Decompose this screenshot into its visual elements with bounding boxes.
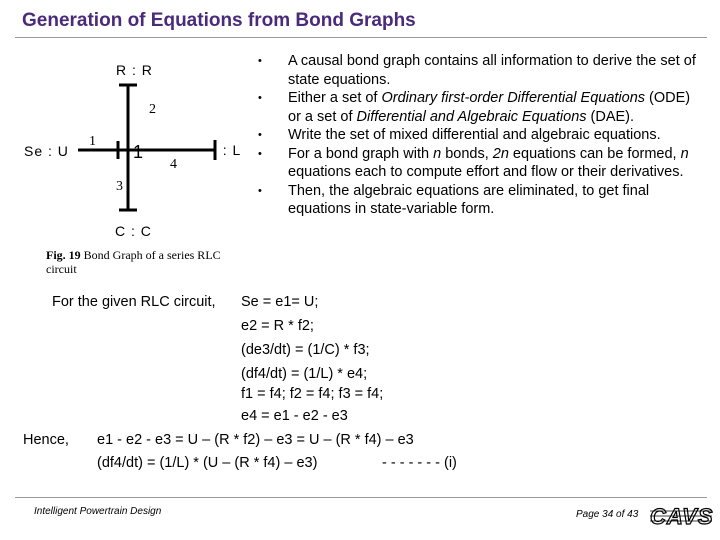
bullet-dot: • bbox=[258, 147, 262, 160]
inductor-element: I : L bbox=[213, 142, 242, 158]
slide-title: Generation of Equations from Bond Graphs bbox=[22, 10, 416, 31]
bond-2-label: 2 bbox=[149, 102, 156, 117]
bond-4-label: 4 bbox=[170, 157, 177, 172]
equations-lead: For the given RLC circuit, bbox=[52, 294, 216, 310]
footer-course-title: Intelligent Powertrain Design bbox=[34, 506, 162, 517]
bullet-text: A causal bond graph contains all information to derive the set of state equations. bbox=[288, 53, 696, 88]
bullet-dot: • bbox=[258, 92, 262, 104]
equation-tag: - - - - - - - (i) bbox=[382, 455, 457, 471]
cavs-logo bbox=[648, 502, 714, 530]
figure-number: Fig. 19 bbox=[46, 248, 81, 262]
hence-equation-2: (df4/dt) = (1/L) * (U – (R * f4) – e3) bbox=[97, 455, 318, 471]
bullet-item bbox=[256, 145, 706, 182]
hence-label: Hence, bbox=[23, 432, 69, 448]
bond-1-label: 1 bbox=[89, 134, 96, 149]
figure-caption-text: Bond Graph of a series RLC circuit bbox=[46, 248, 221, 276]
bullet-item bbox=[256, 126, 706, 145]
equation-line: (de3/dt) = (1/C) * f3; bbox=[241, 342, 370, 358]
bullet-dot: • bbox=[258, 129, 262, 141]
equation-line: e2 = R * f2; bbox=[241, 318, 314, 334]
svg-text:CAVS: CAVS bbox=[650, 504, 714, 529]
resistor-element: R : R bbox=[116, 62, 153, 78]
equation-line: e4 = e1 - e2 - e3 bbox=[241, 408, 348, 424]
bullet-list bbox=[256, 52, 706, 219]
bond-3-label: 3 bbox=[116, 179, 123, 194]
equation-line: (df4/dt) = (1/L) * e4; bbox=[241, 366, 368, 382]
bullet-item bbox=[256, 89, 706, 126]
one-junction: 1 bbox=[133, 142, 144, 162]
source-element: Se : U bbox=[24, 143, 69, 159]
bond-graph-diagram bbox=[0, 0, 260, 250]
bullet-text: Then, the algebraic equations are eliminated, to get final equations in state-variable form. bbox=[288, 182, 650, 217]
bullet-item bbox=[256, 182, 706, 219]
bullet-dot: • bbox=[258, 184, 262, 197]
equation-line: f1 = f4; f2 = f4; f3 = f4; bbox=[241, 386, 384, 402]
capacitor-element: C : C bbox=[115, 223, 152, 239]
bullet-text: Write the set of mixed differential and algebraic equations. bbox=[288, 127, 661, 143]
bullet-text: Either a set of Ordinary first-order Differential Equations (ODE) or a set of Differential and Algebraic Equations (DAE). bbox=[288, 90, 691, 125]
bullet-text: For a bond graph with n bonds, 2n equations can be formed, n equations each to compute effort and flow or their derivatives. bbox=[288, 145, 689, 180]
footer-divider bbox=[15, 497, 707, 498]
bullet-dot: • bbox=[258, 55, 262, 67]
hence-equation-1: e1 - e2 - e3 = U – (R * f2) – e3 = U – (R * f4) – e3 bbox=[97, 432, 414, 448]
equation-line: Se = e1= U; bbox=[241, 294, 319, 310]
page-number: Page 34 of 43 bbox=[576, 509, 639, 520]
bullet-item bbox=[256, 52, 706, 89]
figure-caption bbox=[46, 248, 246, 276]
